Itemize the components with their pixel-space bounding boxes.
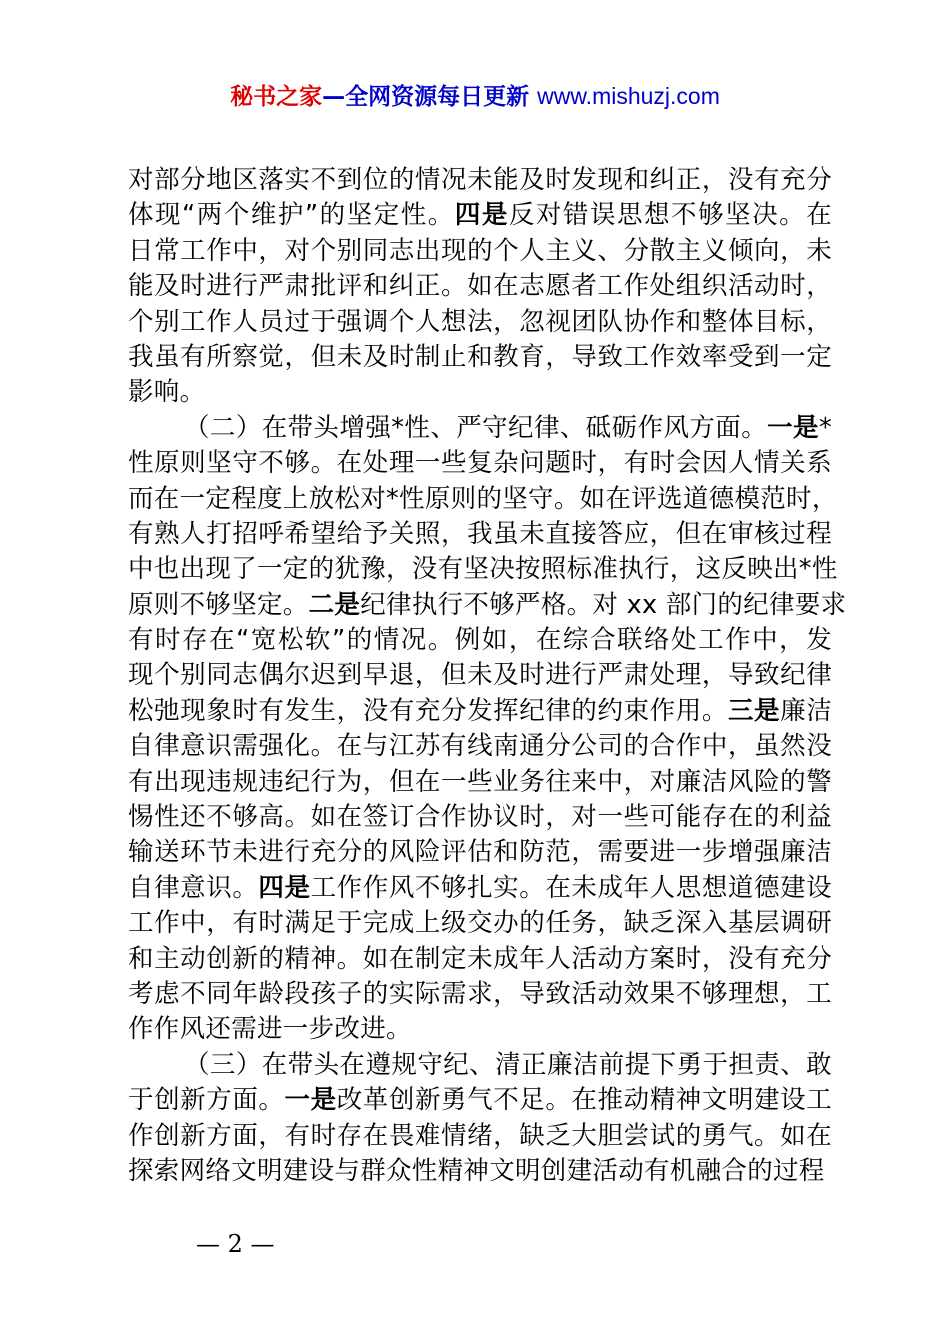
- body-line: [128, 906, 832, 941]
- bold-marker: 一是: [284, 1085, 337, 1116]
- line-text: 个别工作人员过于强调个人想法，忽视团队协作和整体目标，: [128, 306, 832, 337]
- site-url: www.mishuzj.com: [537, 83, 720, 109]
- body-line: [128, 198, 832, 233]
- line-text: 对部分地区落实不到位的情况未能及时发现和纠正，没有充分: [128, 165, 832, 195]
- line-text: 体现“两个维护”的坚定性。: [128, 200, 455, 231]
- body-line: [128, 942, 832, 977]
- line-text: 而在一定程度上放松对*性原则的坚守。如在评选道德模范时，: [128, 483, 838, 514]
- line-text-continued: 纪律执行不够严格。对 xx 部门的纪律要求: [360, 589, 847, 620]
- line-text: 影响。: [128, 377, 206, 408]
- line-text: 日常工作中，对个别同志出现的个人主义、分散主义倾向，未: [128, 235, 832, 266]
- line-text: 探索网络文明建设与群众性精神文明创建活动有机融合的过程: [128, 1155, 825, 1186]
- body-line: [128, 588, 847, 623]
- line-text: 有出现违规违纪行为，但在一些业务往来中，对廉洁风险的警: [128, 766, 832, 797]
- brand-name: 秘书之家: [230, 84, 323, 110]
- line-text-continued: 反对错误思想不够坚决。在: [508, 200, 832, 231]
- body-line: [128, 1154, 832, 1189]
- body-line: [128, 446, 832, 481]
- body-line: [128, 552, 838, 587]
- body-line: [128, 1119, 832, 1154]
- document-body: [128, 163, 847, 1189]
- body-line: [128, 163, 832, 198]
- line-text: 作创新方面，有时存在畏难情绪，缺乏大胆尝试的勇气。如在: [128, 1120, 832, 1151]
- line-text: 自律意识。: [128, 872, 259, 903]
- body-line: [128, 375, 832, 410]
- bold-marker: 二是: [308, 589, 361, 620]
- bold-marker: 三是: [727, 695, 781, 726]
- line-text: 性原则坚守不够。在处理一些复杂问题时，有时会因人情关系: [128, 448, 832, 479]
- body-line: [128, 482, 838, 517]
- page-number: — 2 —: [196, 1230, 275, 1258]
- line-text: 有时存在“宽松软”的情况。例如，在综合联络处工作中，发: [128, 625, 832, 656]
- line-text: 能及时进行严肃批评和纠正。如在志愿者工作处组织活动时，: [128, 271, 832, 302]
- line-text: 我虽有所察觉，但未及时制止和教育，导致工作效率受到一定: [128, 341, 832, 372]
- body-line: [128, 305, 832, 340]
- line-text: 现个别同志偶尔迟到早退，但未及时进行严肃处理，导致纪律: [128, 660, 832, 691]
- line-text: 自律意识需强化。在与江苏有线南通分公司的合作中，虽然没: [128, 731, 832, 762]
- line-text: 中也出现了一定的犹豫，没有坚决按照标准执行，这反映出*性: [128, 554, 838, 585]
- line-text: 惕性还不够高。如在签订合作协议时，对一些可能存在的利益: [128, 802, 832, 833]
- bold-marker: 四是: [258, 872, 311, 903]
- body-line: [128, 871, 832, 906]
- body-line: [128, 835, 832, 870]
- line-text: 于创新方面。: [128, 1085, 285, 1116]
- body-line: [128, 1083, 832, 1118]
- line-text-continued: *: [818, 412, 832, 443]
- body-line: [128, 411, 832, 446]
- line-text: 原则不够坚定。: [128, 589, 309, 620]
- line-text-continued: 改革创新勇气不足。在推动精神文明建设工: [336, 1085, 832, 1116]
- bold-marker: 四是: [454, 200, 509, 231]
- line-text-continued: 廉洁: [780, 695, 832, 726]
- body-line: [128, 977, 832, 1012]
- line-text-continued: 工作作风不够扎实。在未成年人思想道德建设: [310, 872, 832, 903]
- body-line: [128, 340, 832, 375]
- line-text: （二）在带头增强*性、严守纪律、砥砺作风方面。: [184, 412, 768, 443]
- line-text: 和主动创新的精神。如在制定未成年人活动方案时，没有充分: [128, 943, 832, 974]
- line-text: 有熟人打招呼希望给予关照，我虽未直接答应，但在审核过程: [128, 518, 832, 549]
- body-line: [128, 694, 832, 729]
- body-line: [128, 1048, 832, 1083]
- body-line: [128, 658, 832, 693]
- body-line: [128, 729, 832, 764]
- body-line: [128, 765, 832, 800]
- body-line: [128, 517, 832, 552]
- line-text: 工作中，有时满足于完成上级交办的任务，缺乏深入基层调研: [128, 908, 832, 939]
- body-line: [128, 800, 832, 835]
- line-text: 作作风还需进一步改进。: [128, 1014, 412, 1045]
- body-line: [128, 234, 832, 269]
- body-line: [128, 1012, 832, 1047]
- line-text: 松弛现象时有发生，没有充分发挥纪律的约束作用。: [128, 695, 728, 726]
- line-text: （三）在带头在遵规守纪、清正廉洁前提下勇于担责、敢: [184, 1049, 832, 1080]
- body-line: [128, 623, 832, 658]
- line-text: 输送环节未进行充分的风险评估和防范，需要进一步增强廉洁: [128, 837, 832, 868]
- tagline: —全网资源每日更新: [322, 84, 538, 110]
- line-text: 考虑不同年龄段孩子的实际需求，导致活动效果不够理想，工: [128, 978, 832, 1009]
- site-watermark-header: [0, 82, 950, 111]
- bold-marker: 一是: [767, 412, 819, 443]
- body-line: [128, 269, 832, 304]
